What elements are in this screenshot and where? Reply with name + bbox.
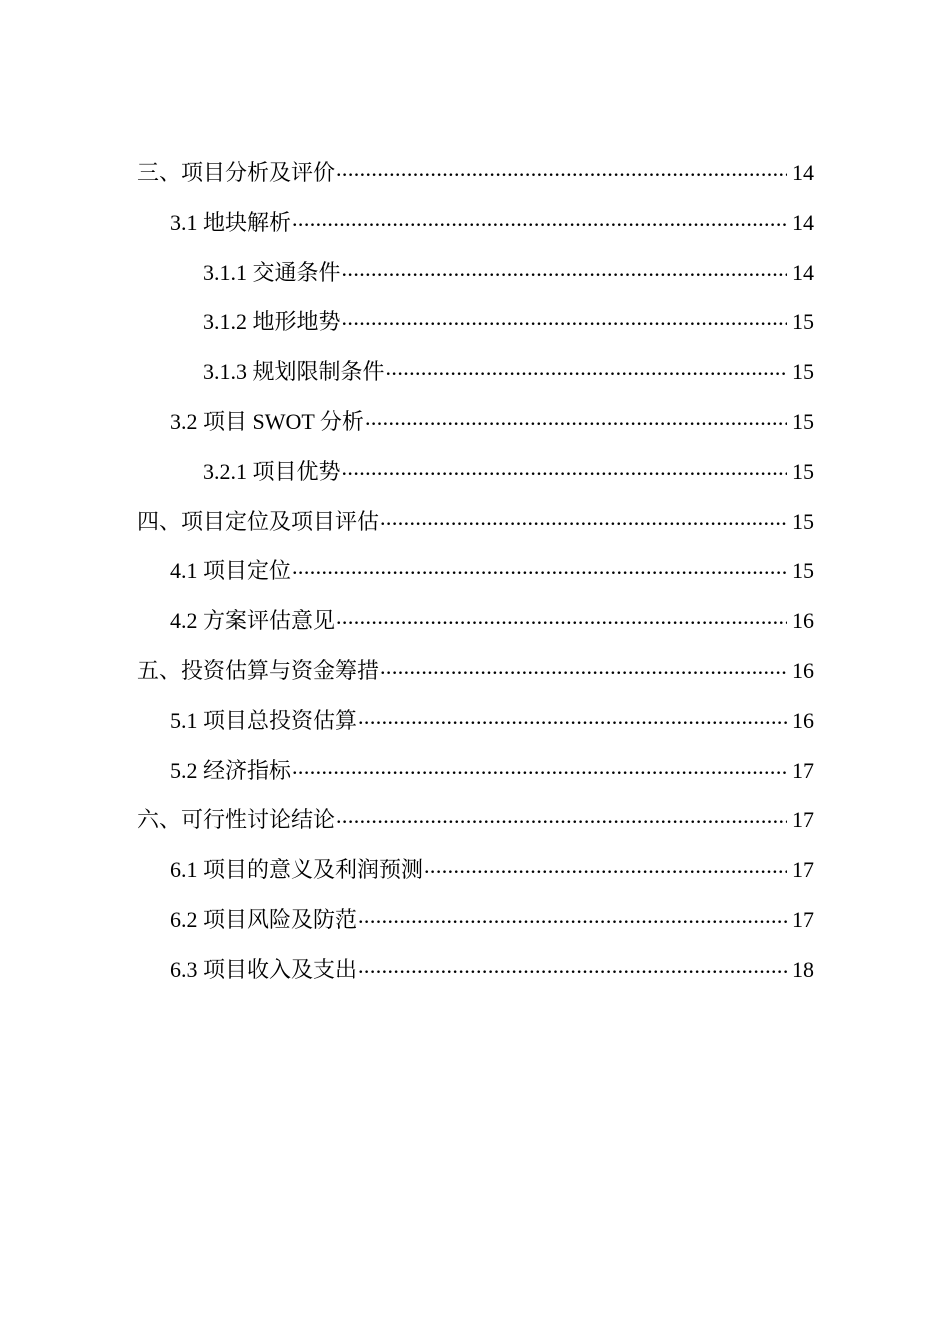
toc-entry-title: 5.2 经济指标 [170, 757, 292, 783]
toc-entry-3-1-1[interactable] [0, 248, 950, 298]
toc-entry-page: 18 [792, 956, 814, 982]
toc-entry-page: 17 [792, 757, 814, 783]
toc-entry-page: 14 [792, 259, 814, 285]
toc-dot-leader [342, 457, 787, 479]
toc-dot-leader [386, 357, 787, 379]
toc-entry-3-2[interactable] [0, 397, 950, 447]
toc-dot-leader [292, 208, 787, 230]
toc-entry-3-2-1[interactable] [0, 447, 950, 497]
toc-entry-page: 15 [792, 508, 814, 534]
toc-dot-leader [358, 706, 787, 728]
table-of-contents [0, 148, 950, 995]
toc-dot-leader [342, 258, 787, 280]
toc-entry-title: 6.1 项目的意义及利润预测 [170, 857, 424, 883]
toc-entry-title: 6.3 项目收入及支出 [170, 956, 358, 982]
toc-entry-page: 15 [792, 558, 814, 584]
toc-entry-page: 14 [792, 160, 814, 185]
toc-entry-section-3[interactable] [0, 148, 950, 198]
toc-entry-page: 16 [792, 608, 814, 634]
toc-entry-page: 15 [792, 408, 814, 434]
toc-dot-leader [292, 556, 787, 578]
toc-entry-title: 四、项目定位及项目评估 [137, 509, 380, 535]
toc-entry-3-1-2[interactable] [0, 297, 950, 347]
toc-entry-title: 3.1.2 地形地势 [203, 309, 341, 335]
toc-entry-title: 3.1.1 交通条件 [203, 259, 341, 285]
toc-entry-6-2[interactable] [0, 895, 950, 945]
toc-dot-leader [380, 507, 787, 529]
toc-entry-section-5[interactable] [0, 646, 950, 696]
toc-entry-5-1[interactable] [0, 696, 950, 746]
toc-entry-title: 五、投资估算与资金筹措 [137, 658, 380, 684]
toc-entry-page: 16 [792, 707, 814, 733]
toc-entry-6-1[interactable] [0, 845, 950, 895]
toc-entry-title: 3.2 项目 SWOT 分析 [170, 408, 364, 434]
toc-entry-3-1-3[interactable] [0, 347, 950, 397]
toc-entry-title: 三、项目分析及评价 [137, 161, 336, 186]
toc-dot-leader [342, 307, 787, 329]
toc-entry-page: 15 [792, 458, 814, 484]
toc-dot-leader [336, 805, 787, 827]
toc-entry-title: 3.1.3 规划限制条件 [203, 359, 385, 385]
toc-entry-page: 17 [792, 906, 814, 932]
toc-entry-3-1[interactable] [0, 198, 950, 248]
toc-entry-page: 16 [792, 657, 814, 683]
toc-dot-leader [336, 158, 787, 180]
toc-entry-5-2[interactable] [0, 746, 950, 796]
toc-entry-page: 15 [792, 309, 814, 335]
toc-entry-title: 5.1 项目总投资估算 [170, 707, 358, 733]
toc-entry-page: 17 [792, 807, 814, 833]
toc-entry-page: 15 [792, 359, 814, 385]
toc-dot-leader [365, 407, 787, 429]
toc-entry-page: 17 [792, 857, 814, 883]
toc-entry-section-6[interactable] [0, 795, 950, 845]
toc-dot-leader [380, 656, 787, 678]
toc-dot-leader [336, 606, 787, 628]
toc-entry-title: 6.2 项目风险及防范 [170, 906, 358, 932]
toc-dot-leader [358, 905, 787, 927]
toc-dot-leader [358, 955, 787, 977]
toc-entry-4-1[interactable] [0, 546, 950, 596]
toc-entry-section-4[interactable] [0, 497, 950, 547]
toc-entry-title: 4.1 项目定位 [170, 558, 292, 584]
toc-entry-6-3[interactable] [0, 945, 950, 995]
toc-entry-title: 3.2.1 项目优势 [203, 458, 341, 484]
toc-entry-page: 14 [792, 209, 814, 235]
toc-dot-leader [292, 756, 787, 778]
toc-entry-4-2[interactable] [0, 596, 950, 646]
toc-dot-leader [424, 855, 787, 877]
toc-entry-title: 4.2 方案评估意见 [170, 608, 336, 634]
toc-entry-title: 3.1 地块解析 [170, 209, 292, 235]
toc-entry-title: 六、可行性讨论结论 [137, 808, 336, 834]
